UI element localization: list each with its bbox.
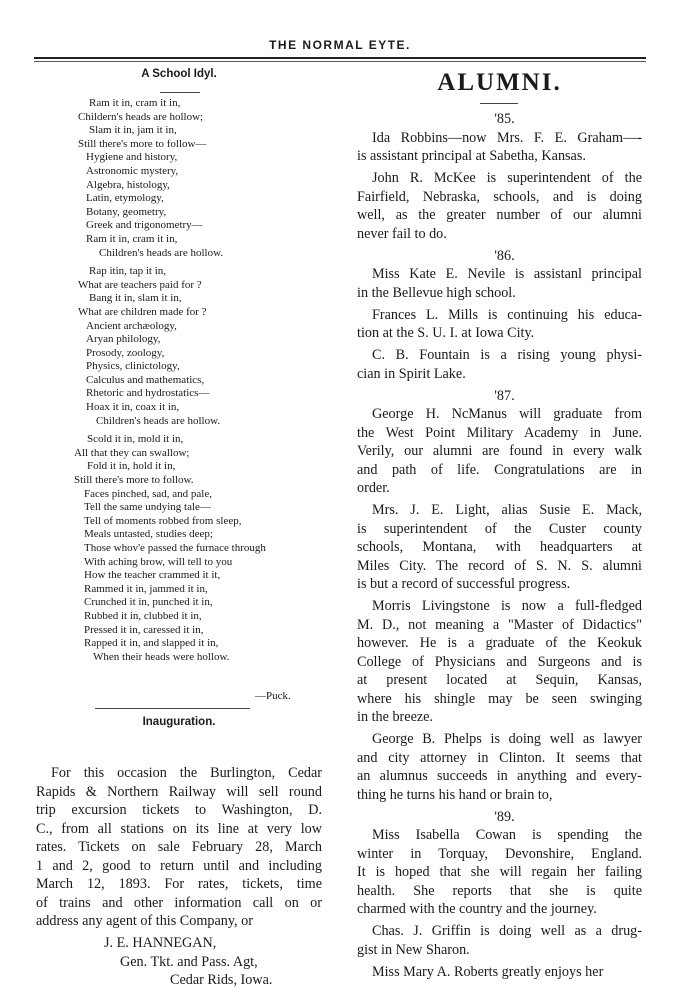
text-line: George B. Phelps is doing well as lawyer (372, 731, 642, 747)
poem-line: Astronomic mystery, (86, 164, 179, 177)
divider (95, 708, 250, 709)
poem-line: Rammed it in, jammed it in, (84, 582, 208, 595)
poem-line: Still there's more to follow— (78, 137, 207, 150)
text-line: where his shingle may be seen swinging (357, 690, 642, 707)
text-line: in the Bellevue high school. (357, 284, 516, 301)
poem-line: Latin, etymology, (86, 192, 164, 205)
text-line: cian in Spirit Lake. (357, 365, 466, 382)
masthead-rule (34, 57, 646, 62)
alumni-entry (357, 730, 642, 804)
text-line: 1 and 2, good to return until and including (36, 857, 322, 874)
poem-line: Rap itin, tap it in, (89, 265, 166, 278)
poem-line: Botany, geometry, (86, 205, 167, 218)
text-line: Ida Robbins—now Mrs. F. E. Graham—- (372, 129, 642, 146)
poem-line: Hoax it in, coax it in, (86, 401, 180, 414)
poem-line: Ancient archæology, (86, 319, 177, 332)
text-line: C., from all stations on its line at very low (36, 820, 322, 837)
poem-line: Hygiene and history, (86, 151, 178, 164)
text-line: M. D., not meaning a "Master of Didactics" (357, 616, 642, 633)
alumni-entry (357, 265, 642, 302)
text-line: is assistant principal at Sabetha, Kansas. (357, 148, 586, 164)
text-line: George H. NcManus will graduate from (372, 406, 642, 422)
poem-line: Children's heads are hollow. (99, 246, 224, 259)
signature-location: Cedar Rids, Iowa. (170, 972, 273, 988)
text-line: It is hoped that she will regain her failing (357, 864, 642, 880)
poem-line: Pressed it in, caressed it in, (84, 623, 204, 636)
text-line: and path of life. Congratulations are in (357, 461, 642, 478)
poem-line: Ram it in, cram it in, (89, 97, 181, 109)
poem-line: Aryan philology, (86, 333, 161, 346)
signature-title: Gen. Tkt. and Pass. Agt, (120, 953, 258, 970)
poem-line: Ram it in, cram it in, (86, 232, 178, 245)
text-line: well, as the greater number of our alumni (357, 207, 642, 223)
alumni-entry (357, 346, 642, 383)
poem-line: Children's heads are hollow. (96, 414, 221, 427)
text-line: of trains and other information call on or (36, 894, 322, 911)
text-line: health. She reports that she is quite (357, 882, 642, 899)
text-line: gist in New Sharon. (357, 941, 470, 958)
poem-stanza (74, 265, 334, 428)
poem-line: Meals untasted, studies deep; (84, 528, 213, 541)
masthead-title: THE NORMAL EYTE. (269, 38, 411, 52)
text-line: Chas. J. Griffin is doing well as a drug- (372, 923, 642, 939)
alumni-entry (357, 826, 642, 919)
text-line: the West Point Military Academy in June. (357, 424, 642, 441)
class-year-heading: '85. (494, 111, 515, 127)
poem-line: Slam it in, jam it in, (89, 124, 177, 137)
poem-line: With aching brow, will tell to you (84, 555, 233, 568)
text-line: rates. Tickets on sale February 28, March (36, 839, 322, 855)
poem-line: Physics, clinictology, (86, 360, 180, 373)
alumni-entry (357, 501, 642, 594)
alumni-entry (357, 922, 642, 959)
text-line: Miles City. The record of S. N. S. alumni (357, 557, 642, 574)
poem-line: Algebra, histology, (86, 178, 170, 191)
alumni-entry (357, 306, 642, 343)
alumni-entry (357, 405, 642, 498)
inauguration-title: Inauguration. (142, 716, 216, 728)
signature-name: J. E. HANNEGAN, (104, 935, 217, 951)
text-line: an alumnus succeeds in anything and every- (357, 768, 642, 784)
poem-line: How the teacher crammed it it, (84, 569, 221, 582)
class-year-heading: '89. (494, 808, 515, 825)
text-line: charmed with the country and the journey. (357, 901, 597, 917)
poem-body (74, 97, 334, 669)
text-line: schools, Montana, with headquarters at (357, 539, 642, 555)
poem-line: All that they can swallow; (74, 446, 190, 459)
poem-line: What are children made for ? (78, 305, 207, 318)
text-line: order. (357, 480, 390, 496)
divider (160, 92, 200, 93)
poem-line: Childern's heads are hollow; (78, 110, 204, 123)
poem-line: Tell the same undying tale— (84, 501, 211, 514)
text-line: March 12, 1893. For rates, tickets, time (36, 876, 322, 892)
text-line: at present located at Sequin, Kansas, (357, 672, 642, 688)
text-line: Rapids & Northern Railway will sell round (36, 783, 322, 800)
text-line: C. B. Fountain is a rising young physi- (372, 347, 642, 363)
class-year-heading: '87. (494, 387, 515, 404)
text-line: tion at the S. U. I. at Iowa City. (357, 325, 535, 341)
poem-line: What are teachers paid for ? (78, 278, 202, 291)
text-line: Miss Isabella Cowan is spending the (372, 827, 642, 843)
poem-line: Fold it in, hold it in, (87, 460, 176, 473)
poem-line: Faces pinched, sad, and pale, (84, 487, 212, 500)
poem-line: Greek and trigonometry— (86, 219, 203, 232)
alumni-entry (357, 129, 642, 166)
poem-line: Rubbed it in, clubbed it in, (84, 609, 202, 622)
poem-line: Rapped it in, and slapped it in, (84, 637, 219, 650)
poem-line: Still there's more to follow. (74, 474, 194, 487)
alumni-body (357, 110, 642, 985)
text-line: however. He is a graduate of the Keokuk (357, 635, 642, 651)
text-line: is but a record of successful progress. (357, 576, 571, 592)
poem-line: Bang it in, slam it in, (89, 292, 182, 305)
text-line: Mrs. J. E. Light, alias Susie E. Mack, (372, 502, 642, 518)
text-line: address any agent of this Company, or (36, 913, 253, 929)
poem-line: Those whov'e passed the furnace through (84, 542, 266, 554)
text-line: and city attorney in Clinton. It seems that (357, 749, 642, 766)
alumni-entry (357, 597, 642, 727)
poem-line: When their heads were hollow. (93, 650, 230, 663)
poem-line: Scold it in, mold it in, (87, 433, 184, 446)
text-line: in the breeze. (357, 709, 434, 725)
poem-line: Tell of moments robbed from sleep, (84, 514, 242, 527)
text-line: thing he turns his hand or brain to, (357, 786, 553, 803)
alumni-entry (357, 169, 642, 243)
text-line: Verily, our alumni are found in every walk (357, 443, 642, 459)
paragraph (36, 764, 322, 931)
alumni-entry (357, 963, 642, 982)
text-line: Morris Livingstone is now a full-fledged (372, 598, 642, 614)
poem-attribution: —Puck. (255, 690, 291, 702)
text-line: Fairfield, Nebraska, schools, and is doing (357, 188, 642, 205)
poem-line: Calculus and mathematics, (86, 373, 205, 386)
text-line: winter in Torquay, Devonshire, England. (357, 845, 642, 862)
alumni-title: ALUMNI. (437, 69, 562, 96)
text-line: For this occasion the Burlington, Cedar (51, 765, 322, 781)
poem-line: Rhetoric and hydrostatics— (86, 387, 210, 400)
text-line: never fail to do. (357, 225, 447, 242)
text-line: John R. McKee is superintendent of the (372, 170, 642, 186)
poem-line: Crunched it in, punched it in, (84, 596, 213, 609)
class-year-heading: '86. (494, 247, 515, 264)
text-line: is superintendent of the Custer county (357, 520, 642, 537)
text-line: trip excursion tickets to Washington, D. (36, 802, 322, 818)
text-line: Miss Kate E. Nevile is assistanl principal (372, 266, 642, 282)
divider (480, 103, 518, 104)
poem-title: A School Idyl. (141, 68, 217, 80)
poem-line: Prosody, zoology, (86, 346, 165, 359)
text-line: Miss Mary A. Roberts greatly enjoys her (372, 963, 604, 980)
poem-stanza (74, 97, 334, 260)
poem-stanza (74, 433, 334, 664)
text-line: Frances L. Mills is continuing his educa- (372, 306, 642, 323)
inauguration-body (36, 764, 322, 990)
text-line: College of Physicians and Surgeons and is (357, 653, 642, 670)
